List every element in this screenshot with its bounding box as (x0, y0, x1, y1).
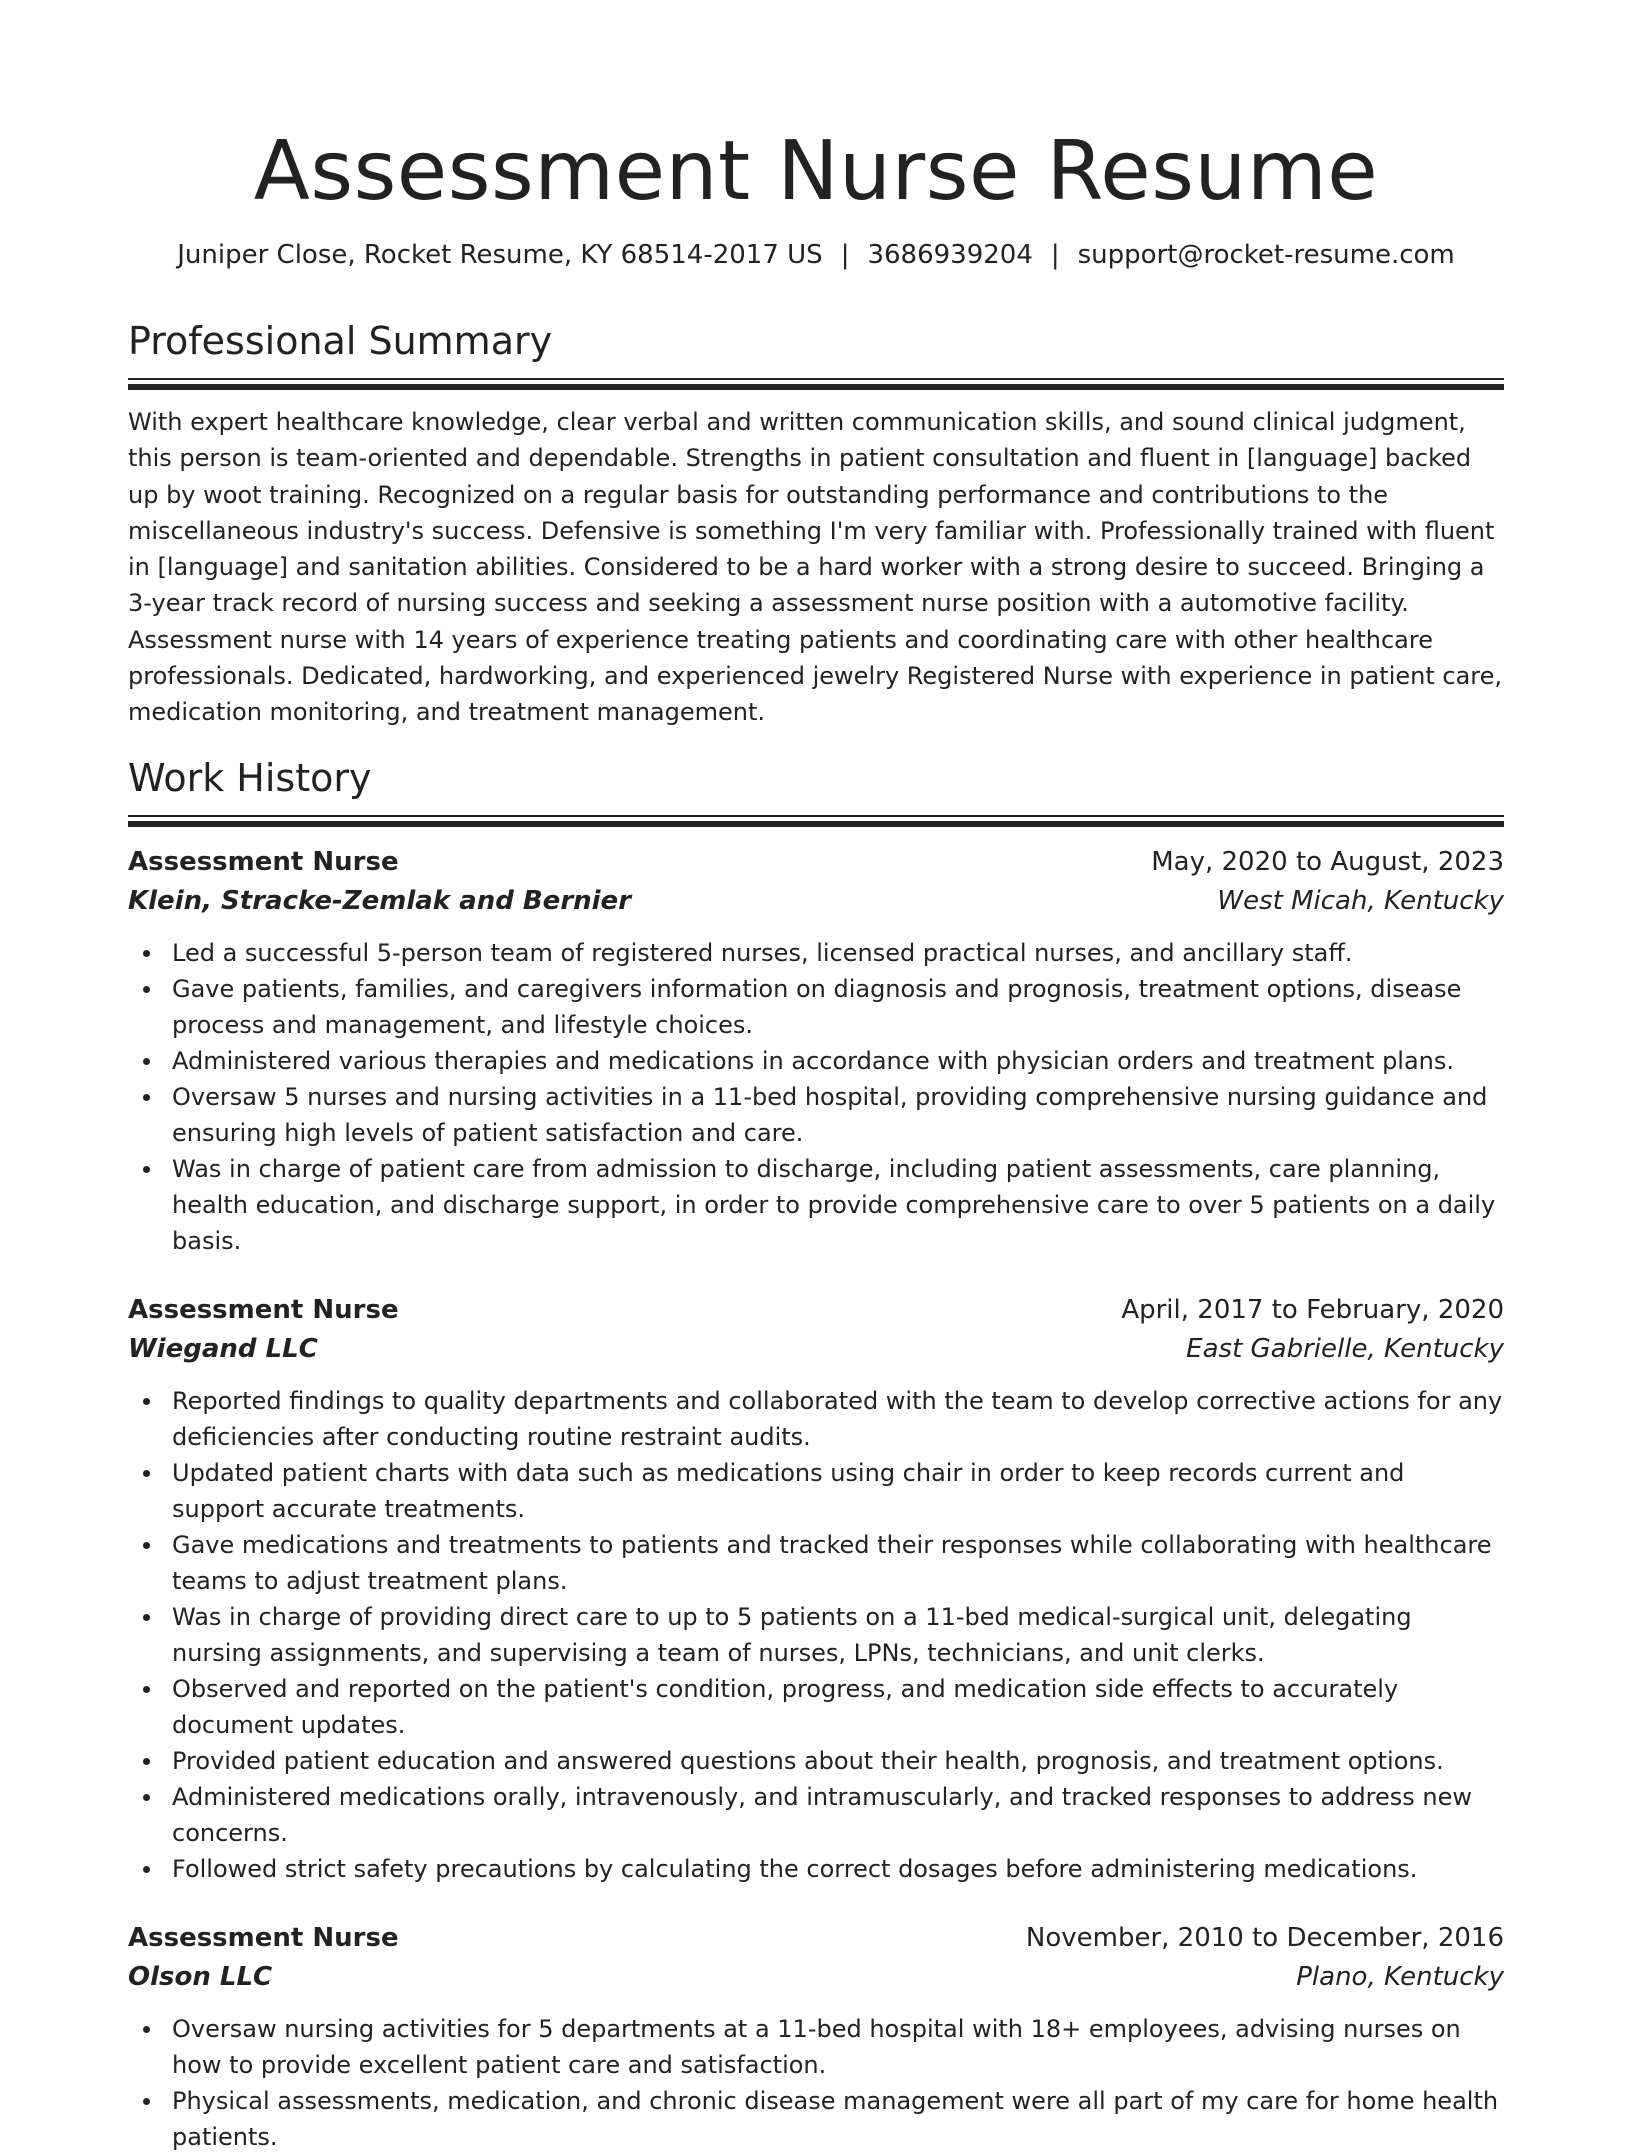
job-location: East Gabrielle, Kentucky (1186, 1333, 1504, 1364)
job-bullet: Led a successful 5-person team of registered nurses, licensed practical nurses, and ancillary staff. (128, 935, 1504, 971)
job-bullet-list (128, 935, 1504, 1259)
job-company: Klein, Stracke-Zemlak and Bernier (128, 885, 632, 916)
contact-address: Juniper Close, Rocket Resume, KY 68514-2017 US (177, 240, 823, 270)
job-dates: April, 2017 to February, 2020 (1121, 1294, 1504, 1325)
job-bullet: Observed and reported on the patient's condition, progress, and medication side effects to accurately document updates. (128, 1671, 1504, 1743)
job-location: West Micah, Kentucky (1217, 885, 1504, 916)
job-bullet: Physical assessments, medication, and chronic disease management were all part of my care for home health patients. (128, 2083, 1504, 2155)
job-dates: May, 2020 to August, 2023 (1151, 846, 1504, 877)
section-divider (128, 378, 1504, 390)
job-bullet: Reported findings to quality departments and collaborated with the team to develop corrective actions for any deficiencies after conducting routine restraint audits. (128, 1383, 1504, 1455)
job-bullet: Oversaw 5 nurses and nursing activities in a 11-bed hospital, providing comprehensive nursing guidance and ensuring high levels of patient satisfaction and care. (128, 1079, 1504, 1151)
job-company: Olson LLC (128, 1961, 273, 1992)
section-divider (128, 815, 1504, 827)
page-title: Assessment Nurse Resume (253, 124, 1379, 219)
job-bullet: Provided patient education and answered questions about their health, prognosis, and treatment options. (128, 1743, 1504, 1779)
section-heading-work: Work History (128, 755, 372, 800)
job-bullet: Was in charge of providing direct care to up to 5 patients on a 11-bed medical-surgical unit, delegating nursing assignments, and supervising a team of nurses, LPNs, technicians, and unit clerks. (128, 1599, 1504, 1671)
job-company: Wiegand LLC (128, 1333, 318, 1364)
contact-separator: | (1050, 240, 1060, 270)
job-location: Plano, Kentucky (1296, 1961, 1504, 1992)
resume-page (128, 0, 1504, 2155)
work-history-section (128, 755, 1504, 2155)
job-entry (128, 1291, 1504, 1887)
job-bullet: Followed strict safety precautions by calculating the correct dosages before administering medications. (128, 1851, 1504, 1887)
job-entry (128, 1919, 1504, 2155)
professional-summary-section (128, 318, 1504, 731)
job-bullet: Administered various therapies and medications in accordance with physician orders and treatment plans. (128, 1043, 1504, 1079)
job-bullet: Updated patient charts with data such as medications using chair in order to keep records current and support accurate treatments. (128, 1455, 1504, 1527)
job-title: Assessment Nurse (128, 1294, 399, 1325)
contact-line (128, 238, 1504, 272)
job-bullet-list (128, 1383, 1504, 1887)
job-bullet: Gave medications and treatments to patients and tracked their responses while collaborating with healthcare teams to adjust treatment plans. (128, 1527, 1504, 1599)
job-bullet: Gave patients, families, and caregivers information on diagnosis and prognosis, treatment options, disease process and management, and lifestyle choices. (128, 971, 1504, 1043)
contact-phone: 3686939204 (867, 240, 1033, 270)
job-dates: November, 2010 to December, 2016 (1025, 1922, 1504, 1953)
contact-email[interactable]: support@rocket-resume.com (1077, 240, 1455, 270)
summary-paragraph: With expert healthcare knowledge, clear verbal and written communication skills, and sound clinical judgment, this person is team-oriented and dependable. Strengths in patient consultation and fluent in [language] backed up by woot training. Recognized on a regular basis for outstanding performance and contributions to the miscellaneous industry's success. Defensive is something I'm very familiar with. Professionally trained with fluent in [language] and sanitation abilities. Considered to be a hard worker with a strong desire to succeed. Bringing a 3-year track record of nursing success and seeking a assessment nurse position with a automotive facility. Assessment nurse with 14 years of experience treating patients and coordinating care with other healthcare professionals. Dedicated, hardworking, and experienced jewelry Registered Nurse with experience in patient care, medication monitoring, and treatment management. (128, 408, 1503, 727)
contact-separator: | (840, 240, 850, 270)
section-heading-summary: Professional Summary (128, 319, 553, 363)
job-bullet: Oversaw nursing activities for 5 departments at a 11-bed hospital with 18+ employees, advising nurses on how to provide excellent patient care and satisfaction. (128, 2011, 1504, 2083)
job-title: Assessment Nurse (128, 1922, 399, 1953)
job-title: Assessment Nurse (128, 846, 399, 877)
job-bullet-list (128, 2011, 1504, 2155)
job-entry (128, 843, 1504, 1259)
job-bullet: Was in charge of patient care from admission to discharge, including patient assessments, care planning, health education, and discharge support, in order to provide comprehensive care to over 5 patients on a daily basis. (128, 1151, 1504, 1259)
job-bullet: Administered medications orally, intravenously, and intramuscularly, and tracked responses to address new concerns. (128, 1779, 1504, 1851)
